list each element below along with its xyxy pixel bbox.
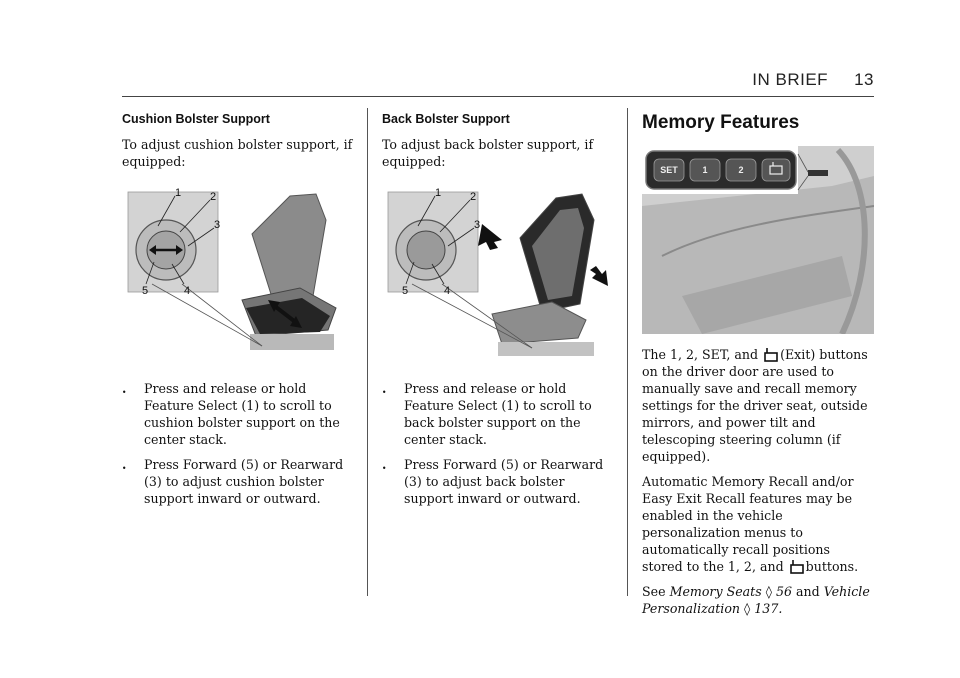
bullet-item: . Press and release or hold Feature Select (1) to scroll to cushion bolster support on the center stack. (122, 381, 340, 447)
bullet-item: . Press and release or hold Feature Select (1) to scroll to back bolster support on the center stack. (382, 381, 592, 447)
bullet-item: . Press Forward (5) or Rearward (3) to adjust back bolster support inward or outward. (382, 457, 604, 506)
callout-3: 3 (474, 219, 481, 231)
column-back-bolster (382, 112, 614, 515)
page-ref-icon: ◊ (765, 584, 772, 599)
memory-buttons-figure (642, 146, 874, 334)
memory-see-also: See Memory Seats ◊ 56 and Vehicle Personalization ◊ 137. (642, 584, 870, 616)
intro-cushion-bolster: To adjust cushion bolster support, if equipped: (122, 137, 353, 169)
memory-1-button: 1 (702, 165, 708, 175)
callout-1: 1 (435, 187, 442, 199)
callout-1: 1 (175, 187, 182, 199)
memory-paragraph-1: The 1, 2, SET, and (Exit) buttons on the driver door are used to manually save and recall memory settings for the driver seat, outside mirrors, and power tilt and telescoping steering column (if equipped). (642, 347, 868, 464)
intro-back-bolster: To adjust back bolster support, if equipped: (382, 137, 594, 169)
column-memory-features (642, 112, 874, 625)
set-button: SET (660, 165, 678, 175)
header-rule (122, 96, 874, 97)
exit-icon (764, 347, 778, 362)
page-header (752, 70, 874, 90)
memory-2-button: 2 (738, 165, 744, 175)
column-divider-1 (367, 108, 368, 596)
callout-2: 2 (470, 191, 477, 203)
link-memory-seats[interactable]: Memory Seats (669, 584, 762, 599)
callout-5: 5 (402, 285, 409, 297)
section-title: IN BRIEF (752, 70, 829, 89)
cushion-bolster-figure (122, 184, 354, 364)
link-vehicle-personalization[interactable]: Vehicle Personalization (642, 584, 870, 616)
column-cushion-bolster (122, 112, 354, 515)
bullet-item: . Press Forward (5) or Rearward (3) to adjust cushion bolster support inward or outward. (122, 457, 344, 506)
exit-icon (790, 559, 804, 574)
column-divider-2 (627, 108, 628, 596)
heading-back-bolster: Back Bolster Support (382, 112, 510, 126)
heading-memory-features: Memory Features (642, 112, 800, 133)
callout-5: 5 (142, 285, 149, 297)
callout-3: 3 (214, 219, 221, 231)
callout-2: 2 (210, 191, 217, 203)
callout-4: 4 (444, 285, 451, 297)
back-bolster-figure (382, 184, 614, 364)
heading-cushion-bolster: Cushion Bolster Support (122, 112, 270, 126)
callout-4: 4 (184, 285, 191, 297)
page-number: 13 (854, 70, 874, 89)
page-ref-icon: ◊ (744, 601, 751, 616)
memory-paragraph-2: Automatic Memory Recall and/or Easy Exit Recall features may be enabled in the vehicle personalization menus to automatically recall positions stored to the 1, 2, and buttons. (642, 474, 859, 574)
